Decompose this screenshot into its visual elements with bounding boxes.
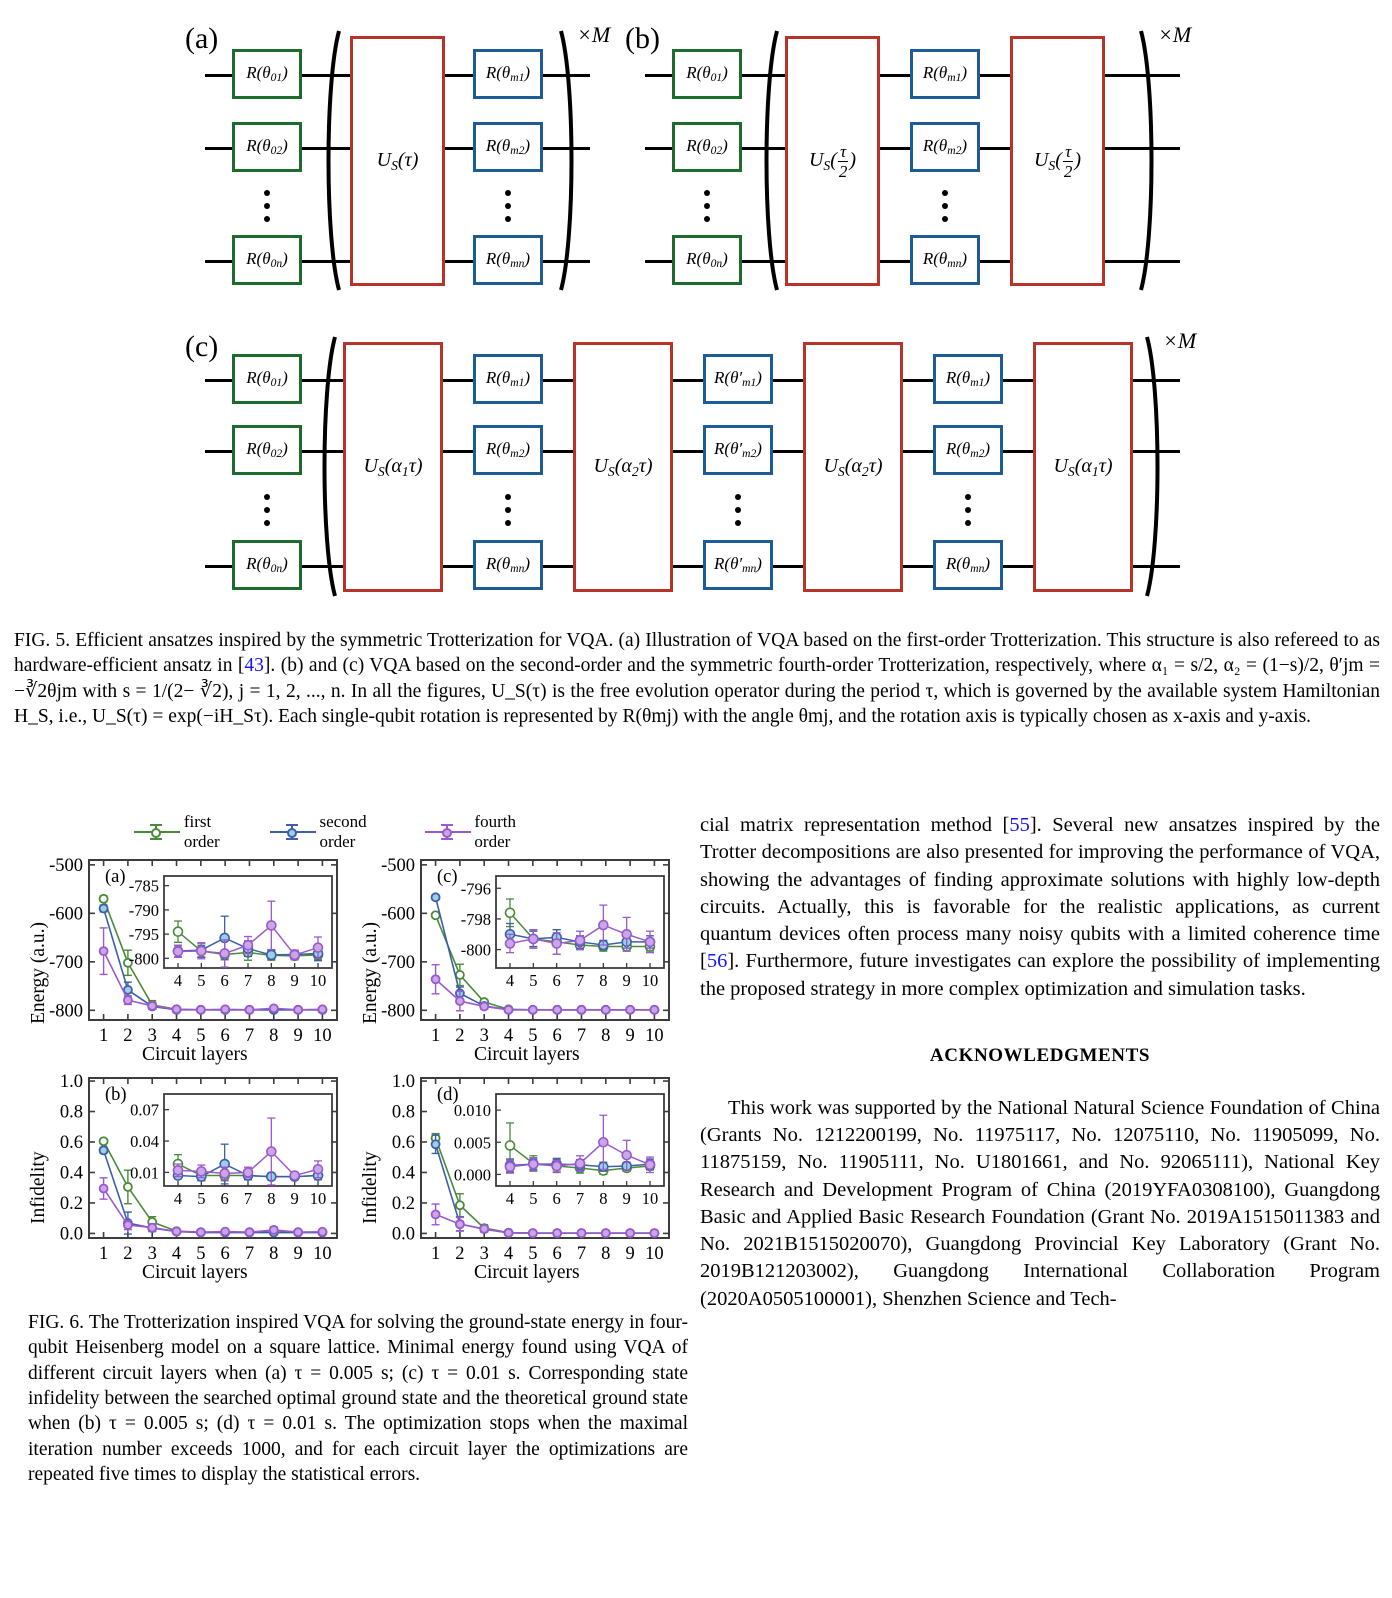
evolution-gate [343, 342, 443, 592]
acknowledgments-heading: ACKNOWLEDGMENTS [929, 1044, 1151, 1066]
svg-text:3: 3 [479, 1026, 489, 1046]
svg-text:10: 10 [313, 1026, 332, 1046]
rotation-gate [232, 354, 302, 404]
figure-5-caption-line2b: ]. (b) and (c) VQA based on the second-order and the symmetric fourth-order [263, 655, 874, 677]
legend-label: first order [183, 812, 220, 851]
gate-label: $R(\theta_{0n})$ [686, 249, 728, 271]
svg-text:10: 10 [309, 971, 327, 990]
svg-text:8: 8 [269, 1244, 279, 1264]
gate-label: $R(\theta_{m2})$ [485, 439, 531, 461]
rotation-gate [703, 425, 773, 475]
rotation-gate [473, 235, 543, 285]
gate-label: $R(\theta_{01})$ [246, 368, 288, 390]
vertical-dots [735, 494, 741, 526]
panel-label-a: (a) [185, 22, 219, 55]
svg-text:9: 9 [622, 1189, 631, 1208]
panel-label-c: (c) [185, 330, 219, 363]
figure-5-caption-line2a: structure is also refereed to as hardware-efficient ansatz in [ [14, 630, 1381, 677]
body-paragraph-conclusion [700, 812, 1380, 1003]
chart-d-svg [346, 1064, 678, 1289]
svg-text:4: 4 [503, 1244, 514, 1264]
gate-label: $R(\theta_{m2})$ [922, 136, 968, 158]
svg-text:8: 8 [267, 971, 276, 990]
gate-label: $U_S$( $\frac{\tau}{2}$ ) [808, 141, 857, 181]
left-column [14, 812, 688, 1486]
svg-text:-800: -800 [460, 940, 491, 960]
figure-6-caption-prefix: FIG. 6. [28, 1312, 85, 1333]
figure-5-caption-line1: Efficient ansatzes inspired by the symmetric Trotterization for VQA. (a) Illustration of VQA based on the first-order Trotterization. This [75, 630, 1142, 651]
svg-text:4: 4 [173, 1189, 183, 1208]
svg-text:1: 1 [98, 1244, 109, 1264]
gate-label: $R(\theta_{02})$ [246, 136, 288, 158]
svg-text:-800: -800 [381, 1001, 415, 1022]
chart-b-svg [14, 1064, 346, 1289]
gate-label: $U_S(\alpha_1\tau)$ [1053, 454, 1113, 479]
left-paren [755, 28, 781, 294]
chart-b-xlabel: Circuit layers [142, 1262, 248, 1283]
svg-text:5: 5 [197, 1189, 206, 1208]
legend-label: fourth order [474, 812, 516, 851]
gate-label: $R(\theta'_{m2})$ [714, 439, 762, 461]
figure-6-caption-text: The Trotterization inspired VQA for solving the ground-state energy in four-qubit Heisenberg model on a square lattice. Minimal energy found using VQA of different circuit layers when (a) τ = 0.005 s; (c) τ = 0.01 s. Corresponding state infidelity between the searched optimal ground state and the theoretical ground state when (b) τ = 0.005 s; (d) τ = 0.01 s. The optimization stops when the maximal iteration number exceeds 1000, and for each circuit layer the optimizations are repeated five times to display the statistical errors. [28, 1312, 688, 1486]
svg-text:6: 6 [552, 1244, 562, 1264]
svg-text:4: 4 [505, 971, 515, 990]
evolution-gate [350, 36, 445, 286]
svg-text:-800: -800 [49, 1001, 83, 1022]
chart-panel-b [14, 1064, 346, 1299]
svg-text:-700: -700 [381, 952, 415, 973]
svg-text:7: 7 [575, 1189, 585, 1208]
svg-text:2: 2 [455, 1244, 465, 1264]
figure-5-caption-prefix: FIG. 5. [14, 630, 71, 651]
svg-text:9: 9 [290, 1189, 299, 1208]
svg-text:0.000: 0.000 [453, 1165, 491, 1185]
repeat-label: ×M [1163, 328, 1197, 353]
svg-text:8: 8 [601, 1244, 611, 1264]
rotation-gate [473, 540, 543, 590]
svg-text:10: 10 [645, 1026, 664, 1046]
svg-text:2: 2 [123, 1244, 133, 1264]
svg-text:0.0: 0.0 [391, 1224, 415, 1245]
citation-43[interactable]: 43 [244, 655, 264, 677]
rotation-gate [473, 425, 543, 475]
chart-c-ylabel: Energy (a.u.) [360, 922, 381, 1024]
rotation-gate [910, 122, 980, 172]
svg-text:8: 8 [267, 1189, 276, 1208]
svg-text:-790: -790 [128, 900, 159, 920]
gate-label: $U_S(\alpha_2\tau)$ [593, 454, 653, 479]
figure-6-legend [134, 812, 554, 851]
svg-text:3: 3 [147, 1026, 157, 1046]
chart-d-xlabel: Circuit layers [474, 1262, 580, 1283]
chart-a-ylabel: Energy (a.u.) [28, 922, 49, 1024]
chart-panel-d [346, 1064, 678, 1299]
svg-text:7: 7 [244, 1244, 255, 1264]
svg-text:-600: -600 [49, 904, 83, 925]
svg-text:0.4: 0.4 [59, 1163, 83, 1184]
svg-text:(d): (d) [437, 1085, 459, 1105]
svg-text:-785: -785 [128, 876, 159, 896]
svg-text:7: 7 [243, 1189, 253, 1208]
svg-text:7: 7 [244, 1026, 255, 1046]
svg-text:10: 10 [309, 1189, 327, 1208]
gate-label: $R(\theta_{02})$ [246, 439, 288, 461]
vertical-dots [264, 190, 270, 222]
svg-text:10: 10 [641, 1189, 659, 1208]
figure-5 [0, 0, 1392, 615]
svg-text:6: 6 [220, 1189, 229, 1208]
vertical-dots [704, 190, 710, 222]
svg-text:3: 3 [147, 1244, 157, 1264]
citation-55[interactable]: 55 [1009, 814, 1030, 836]
svg-text:0.01: 0.01 [130, 1163, 159, 1183]
body-text-b: ]. Several new ansatzes inspired by the Trotter decompositions are also presented for improving the performance of VQA, showing the advantages of finding approximate solutions with highly low-depth circuits. Actually, this is favorable for the realistic applications, as current quantum devices often process many noisy qubits with a limited coherence time [ [700, 814, 1381, 973]
rotation-gate [672, 122, 742, 172]
acknowledgments-paragraph: This work was supported by the National Natural Science Foundation of China (Grants No. 1212200199, No. 11975117, No. 12075110, No. 11905099, No. 11875159, No. 11905111, No. U1801661, and No. 92065111), National Key Research and Development Program of China (2019YFA0308100), Guangdong Basic and Applied Basic Research Foundation (Grant No. 2019A1515011383 and No. 2021B1515020070), Guangdong Provincial Key Laboratory (Grant No. 2019B121203002), Guangdong International Collaboration Program (2020A0505100001), Shenzhen Science and Tech- [700, 1096, 1380, 1310]
repeat-label: ×M [577, 22, 611, 47]
gate-label: $U_S(\alpha_1\tau)$ [363, 454, 423, 479]
chart-b-ylabel: Infidelity [28, 1151, 49, 1224]
right-paren [1137, 28, 1163, 294]
svg-text:10: 10 [313, 1244, 332, 1264]
svg-text:0.6: 0.6 [59, 1133, 83, 1153]
svg-text:6: 6 [220, 1026, 230, 1046]
chart-panel-a [14, 846, 346, 1071]
evolution-gate [1033, 342, 1133, 592]
gate-label: $R(\theta_{mn})$ [922, 249, 968, 271]
rotation-gate [232, 425, 302, 475]
gate-label: $R(\theta_{01})$ [246, 63, 288, 85]
citation-56[interactable]: 56 [706, 950, 728, 973]
lower-content [0, 812, 1392, 1598]
svg-text:-795: -795 [128, 925, 159, 945]
rotation-gate [910, 49, 980, 99]
vertical-dots [965, 494, 971, 526]
svg-text:5: 5 [529, 971, 538, 990]
right-column [700, 812, 1380, 1313]
rotation-gate [672, 235, 742, 285]
rotation-gate [473, 122, 543, 172]
svg-text:4: 4 [171, 1026, 182, 1046]
svg-text:8: 8 [601, 1026, 611, 1046]
figure-5-caption-line3: Trotterization, respectively, where α₁ = s/2, α₂ = (1−s)/2, θ′jm = −∛2θjm with s = 1/(2− ∛2), j = 1, 2, ..., n. In all the figures, U_S(τ) [14, 655, 1380, 702]
svg-text:5: 5 [528, 1026, 538, 1046]
legend-marker-second-order [270, 824, 315, 840]
svg-text:1.0: 1.0 [59, 1072, 83, 1093]
svg-text:9: 9 [625, 1244, 635, 1264]
svg-text:0.2: 0.2 [391, 1193, 415, 1214]
right-paren [1143, 334, 1169, 600]
svg-text:6: 6 [552, 971, 561, 990]
gate-label: $U_S(\alpha_2\tau)$ [823, 454, 883, 479]
circuit-panel-c [185, 322, 1197, 607]
svg-text:10: 10 [641, 971, 659, 990]
svg-text:(c): (c) [437, 867, 458, 887]
svg-text:0.8: 0.8 [59, 1102, 83, 1123]
left-paren [317, 28, 343, 294]
svg-text:1.0: 1.0 [391, 1072, 415, 1093]
vertical-dots [264, 494, 270, 526]
chart-c-xlabel: Circuit layers [474, 1044, 580, 1065]
svg-text:7: 7 [243, 971, 253, 990]
svg-text:-500: -500 [381, 855, 415, 876]
legend-marker-fourth-order [425, 824, 470, 840]
rotation-gate [232, 49, 302, 99]
rotation-gate [232, 122, 302, 172]
svg-text:-600: -600 [381, 904, 415, 925]
rotation-gate [703, 540, 773, 590]
panel-label-b: (b) [625, 22, 660, 55]
svg-text:0.8: 0.8 [391, 1102, 415, 1123]
svg-text:0.005: 0.005 [453, 1133, 491, 1153]
gate-label: $R(\theta_{0n})$ [246, 249, 288, 271]
svg-text:4: 4 [171, 1244, 182, 1264]
svg-text:2: 2 [123, 1026, 133, 1046]
svg-text:(b): (b) [105, 1085, 127, 1105]
svg-text:0.4: 0.4 [391, 1163, 415, 1184]
svg-text:3: 3 [479, 1244, 489, 1264]
gate-label: $R(\theta_{0n})$ [246, 554, 288, 576]
rotation-gate [933, 540, 1003, 590]
gate-label: $R(\theta_{m1})$ [945, 368, 991, 390]
svg-text:2: 2 [455, 1026, 465, 1046]
svg-text:10: 10 [645, 1244, 664, 1264]
svg-text:5: 5 [197, 971, 206, 990]
circuit-panel-a [185, 14, 611, 294]
chart-d-ylabel: Infidelity [360, 1151, 381, 1224]
svg-text:4: 4 [173, 971, 183, 990]
gate-label: $R(\theta_{01})$ [686, 63, 728, 85]
gate-label: $R(\theta_{02})$ [686, 136, 728, 158]
svg-text:-796: -796 [460, 879, 491, 899]
svg-text:9: 9 [290, 971, 299, 990]
figure-5-caption [14, 628, 1380, 729]
gate-label: $R(\theta_{mn})$ [485, 554, 531, 576]
rotation-gate [232, 540, 302, 590]
svg-text:-500: -500 [49, 855, 83, 876]
left-paren [313, 334, 339, 600]
gate-label: $U_S(\tau)$ [376, 148, 419, 173]
legend-label: second order [319, 812, 367, 851]
gate-label: $R(\theta_{m1})$ [922, 63, 968, 85]
gate-label: $R(\theta'_{m1})$ [714, 368, 762, 390]
svg-text:9: 9 [622, 971, 631, 990]
figure-6-caption [28, 1310, 688, 1487]
vertical-dots [505, 190, 511, 222]
rotation-gate [933, 425, 1003, 475]
svg-text:7: 7 [576, 1244, 587, 1264]
evolution-gate [785, 36, 880, 286]
svg-text:8: 8 [599, 971, 608, 990]
vertical-dots [942, 190, 948, 222]
svg-text:9: 9 [293, 1026, 303, 1046]
svg-text:0.2: 0.2 [59, 1193, 83, 1214]
svg-text:5: 5 [529, 1189, 538, 1208]
svg-text:0.07: 0.07 [130, 1100, 159, 1120]
circuit-panel-b [625, 14, 1192, 294]
evolution-gate [1010, 36, 1105, 286]
svg-text:5: 5 [196, 1244, 206, 1264]
svg-text:-800: -800 [128, 949, 159, 969]
svg-text:8: 8 [599, 1189, 608, 1208]
svg-text:0.6: 0.6 [391, 1133, 415, 1153]
svg-text:1: 1 [430, 1244, 441, 1264]
rotation-gate [232, 235, 302, 285]
evolution-gate [573, 342, 673, 592]
right-paren [557, 28, 583, 294]
chart-panel-c [346, 846, 678, 1071]
rotation-gate [703, 354, 773, 404]
svg-text:8: 8 [269, 1026, 279, 1046]
rotation-gate [473, 354, 543, 404]
rotation-gate [672, 49, 742, 99]
gate-label: $R(\theta_{mn})$ [945, 554, 991, 576]
body-text-a: cial matrix representation method [ [700, 814, 1010, 836]
svg-text:6: 6 [220, 1244, 230, 1264]
svg-text:-798: -798 [460, 909, 491, 929]
gate-label: $U_S$( $\frac{\tau}{2}$ ) [1033, 141, 1082, 181]
gate-label: $R(\theta_{m1})$ [485, 368, 531, 390]
rotation-gate [910, 235, 980, 285]
chart-a-svg [14, 846, 346, 1071]
chart-a-xlabel: Circuit layers [142, 1044, 248, 1065]
body-text-c: ]. Furthermore, future investigates can explore the possibility of implementing the proposed strategy in more complex optimization and simulation tasks. [700, 950, 1380, 1000]
svg-text:9: 9 [293, 1244, 303, 1264]
svg-text:0.04: 0.04 [130, 1132, 159, 1152]
chart-c-svg [346, 846, 678, 1071]
figure-5-caption-line5: Each single-qubit rotation is represented by R(θmj) with the angle θmj, and the rotation axis is typically chosen as x-axis and y-axis. [278, 706, 1312, 728]
svg-text:5: 5 [528, 1244, 538, 1264]
gate-label: $R(\theta_{m1})$ [485, 63, 531, 85]
repeat-label: ×M [1158, 22, 1192, 47]
figure-5-caption-line4: is the free evolution operator during the period τ, which is governed by the available system Hamiltonian H_S, i.e., U_S(τ) = exp(−iH_Sτ). [14, 680, 1380, 728]
svg-text:-700: -700 [49, 952, 83, 973]
gate-label: $R(\theta_{m2})$ [945, 439, 991, 461]
svg-text:6: 6 [552, 1189, 561, 1208]
svg-text:5: 5 [196, 1026, 206, 1046]
svg-text:7: 7 [576, 1026, 587, 1046]
svg-text:6: 6 [220, 971, 229, 990]
gate-label: $R(\theta'_{mn})$ [714, 554, 762, 576]
evolution-gate [803, 342, 903, 592]
svg-text:1: 1 [98, 1026, 109, 1046]
svg-text:0.0: 0.0 [59, 1224, 83, 1245]
svg-text:4: 4 [503, 1026, 514, 1046]
rotation-gate [933, 354, 1003, 404]
svg-text:0.010: 0.010 [453, 1101, 491, 1121]
gate-label: $R(\theta_{m2})$ [485, 136, 531, 158]
svg-text:6: 6 [552, 1026, 562, 1046]
svg-text:1: 1 [430, 1026, 441, 1046]
figure-6 [14, 812, 679, 1282]
svg-text:9: 9 [625, 1026, 635, 1046]
rotation-gate [473, 49, 543, 99]
vertical-dots [505, 494, 511, 526]
svg-text:4: 4 [505, 1189, 515, 1208]
legend-marker-first-order [134, 824, 179, 840]
svg-text:(a): (a) [105, 867, 126, 887]
svg-text:7: 7 [575, 971, 585, 990]
gate-label: $R(\theta_{mn})$ [485, 249, 531, 271]
